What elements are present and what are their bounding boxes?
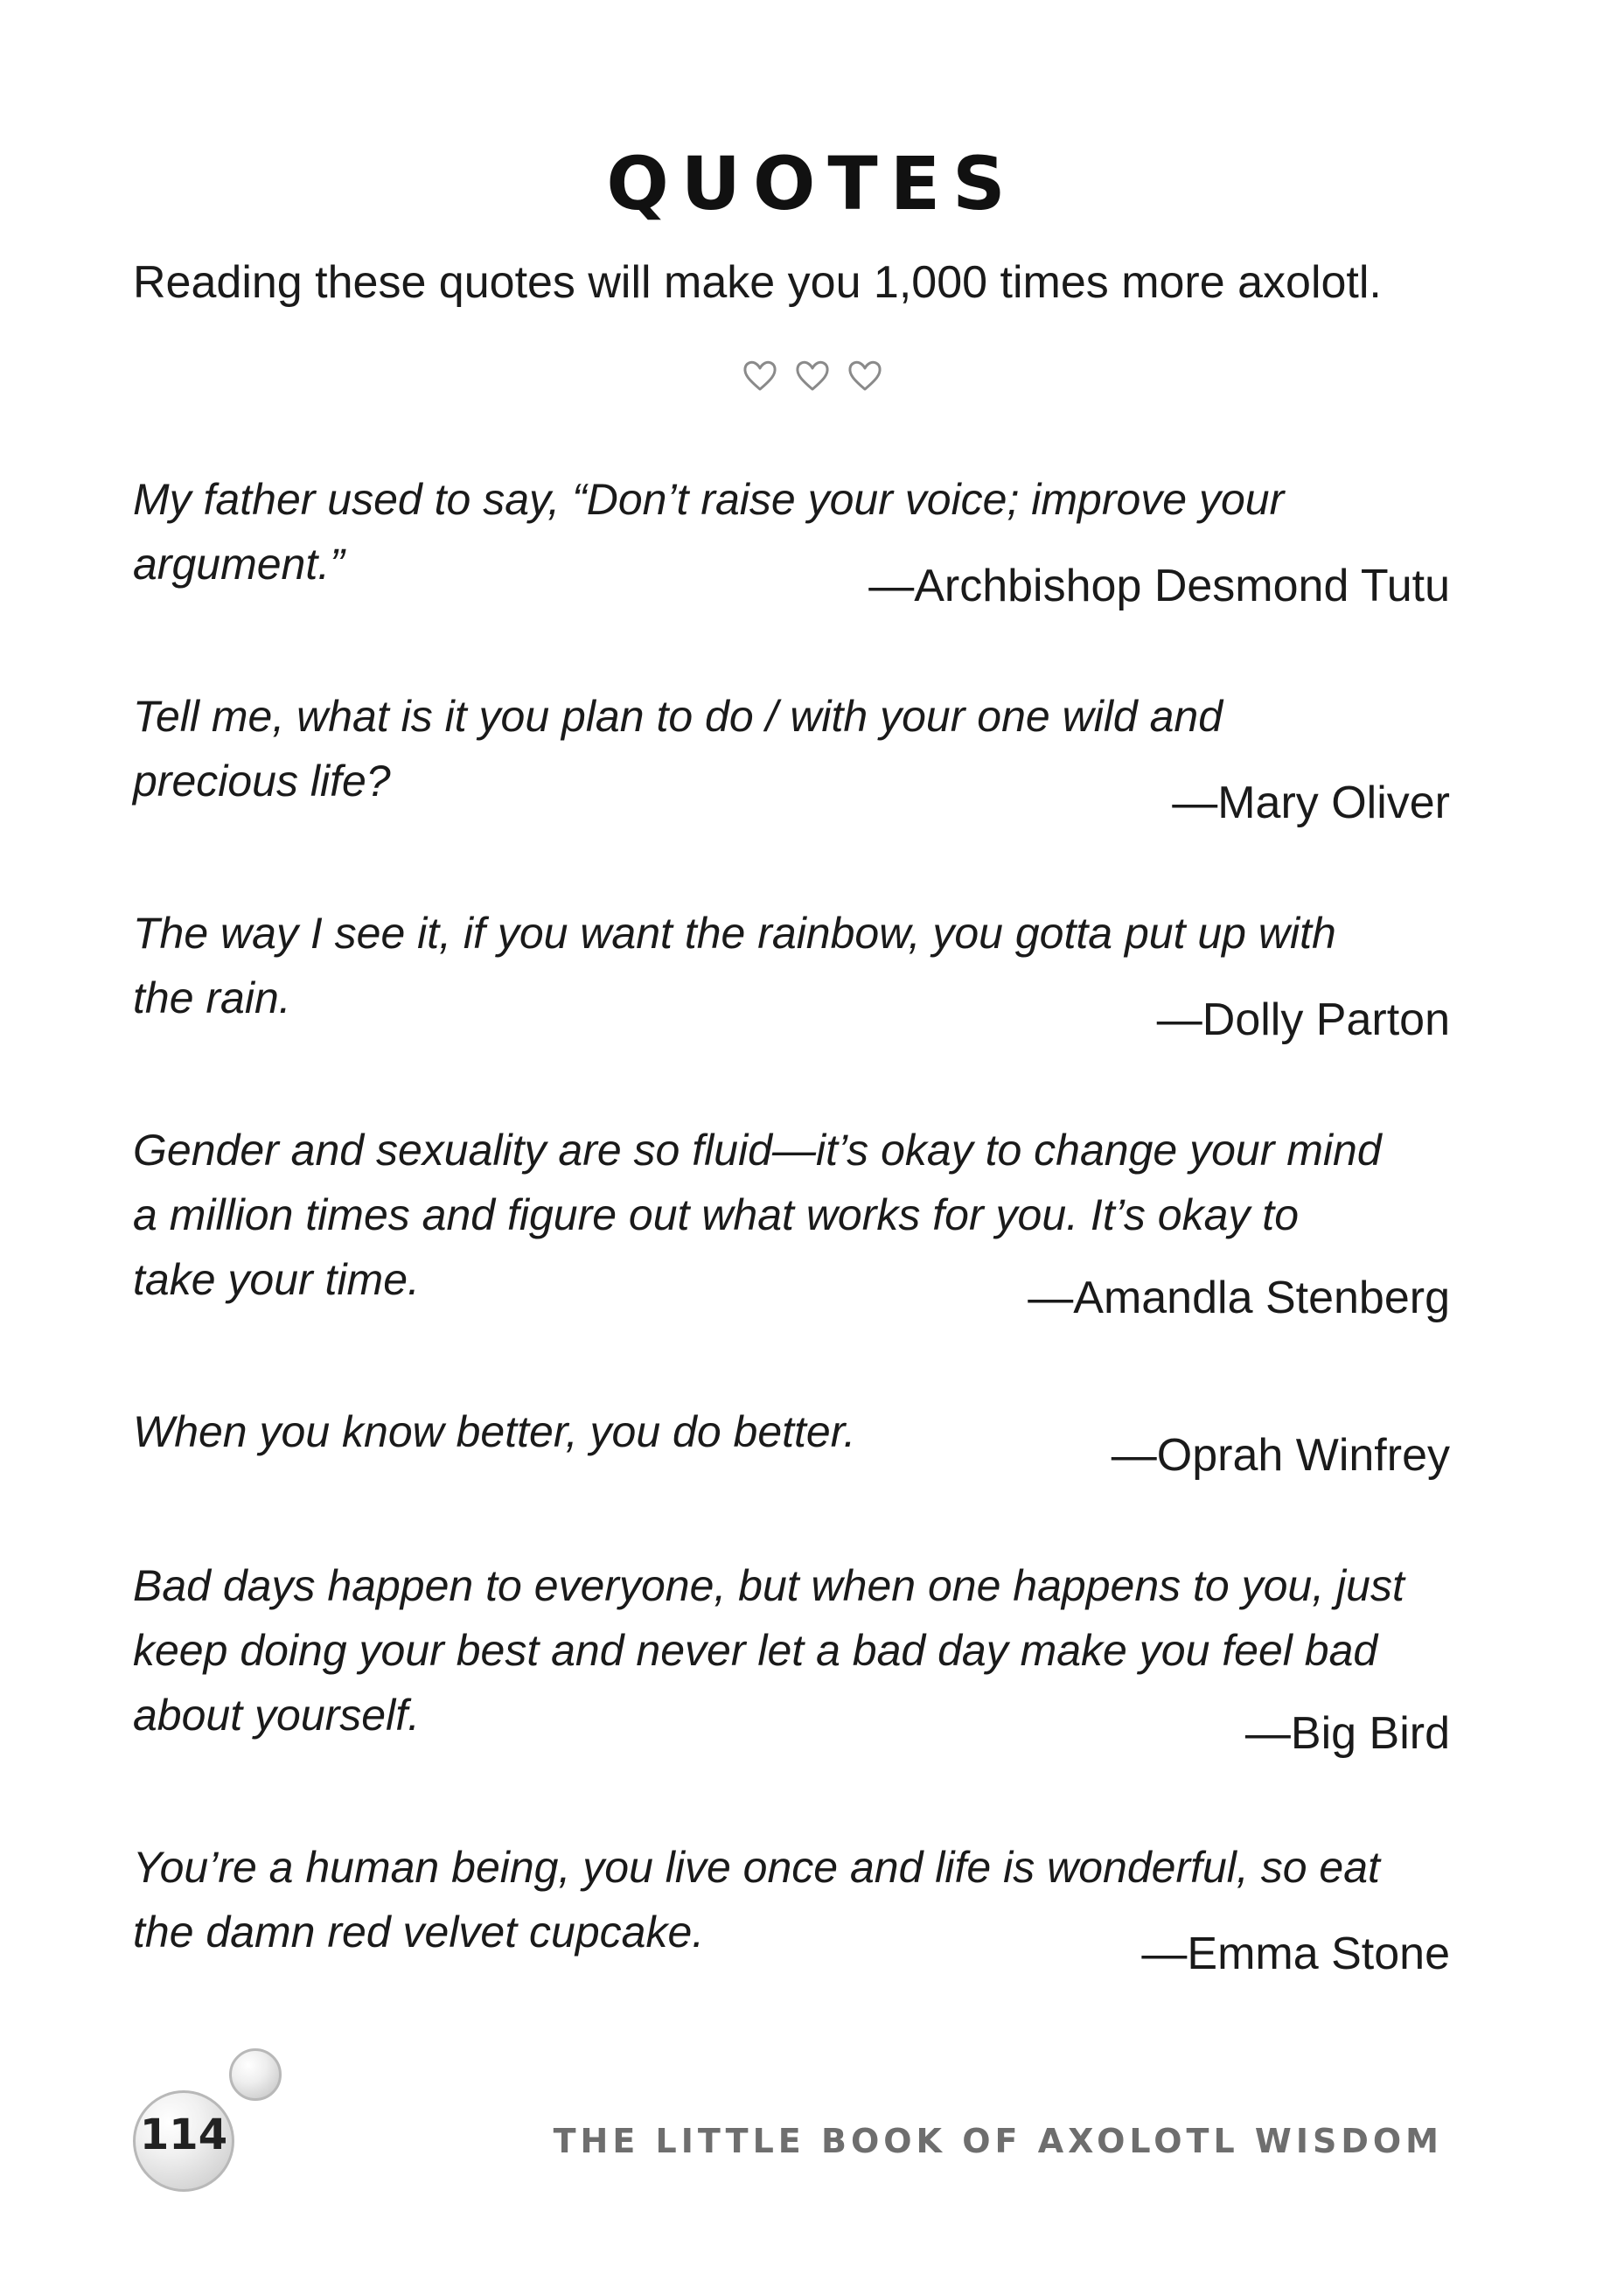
quote-line: You’re a human being, you live once and life is wonderful, so eat: [133, 1843, 1380, 1892]
quote-block: [133, 1835, 1450, 1979]
quote-line: argument.”: [133, 540, 345, 589]
quote-line: keep doing your best and never let a bad day make you feel bad: [133, 1626, 1378, 1675]
quote-line: the rain.: [133, 973, 291, 1022]
quote-line: Gender and sexuality are so fluid—it’s okay to change your mind: [133, 1126, 1382, 1175]
quote-line: The way I see it, if you want the rainbow, you gotta put up with: [133, 909, 1336, 958]
quote-author: —Archbishop Desmond Tutu: [868, 561, 1450, 611]
page-number: 114: [139, 2110, 228, 2159]
quote-line: My father used to say, “Don’t raise your voice; improve your: [133, 475, 1285, 524]
heart-outline-icon: [794, 359, 831, 394]
quote-block: [133, 684, 1450, 828]
quote-block: [133, 901, 1450, 1045]
quote-block: [133, 467, 1450, 611]
heart-outline-icon: [742, 359, 778, 394]
heart-outline-icon: [847, 359, 883, 394]
running-title: THE LITTLE BOOK OF AXOLOTL WISDOM: [553, 2122, 1443, 2160]
quote-author: —Oprah Winfrey: [1111, 1430, 1450, 1481]
bubble-icon: [229, 2048, 282, 2101]
quote-author: —Dolly Parton: [1156, 994, 1450, 1045]
quote-line: a million times and figure out what works for you. It’s okay to: [133, 1190, 1300, 1239]
quote-author: —Amandla Stenberg: [1028, 1273, 1450, 1323]
quote-block: [133, 1118, 1450, 1323]
quote-line: When you know better, you do better.: [133, 1407, 856, 1456]
quote-author: —Mary Oliver: [1172, 778, 1450, 828]
page-title: QUOTES: [606, 141, 1018, 227]
quote-line: Tell me, what is it you plan to do / with your one wild and: [133, 692, 1223, 741]
quote-text: [133, 1553, 1427, 1747]
quote-line: the damn red velvet cupcake.: [133, 1908, 705, 1957]
quote-block: [133, 1553, 1450, 1759]
quote-line: Bad days happen to everyone, but when one happens to you, just: [133, 1561, 1404, 1610]
heart-ornament: [0, 359, 1624, 394]
quote-author: —Big Bird: [1244, 1708, 1450, 1759]
quote-line: precious life?: [133, 757, 391, 806]
quote-line: take your time.: [133, 1255, 420, 1304]
quote-block: [133, 1399, 1450, 1481]
quote-line: about yourself.: [133, 1691, 420, 1740]
quote-author: —Emma Stone: [1141, 1929, 1450, 1979]
intro-text: Reading these quotes will make you 1,000 times more axolotl.: [133, 257, 1382, 308]
